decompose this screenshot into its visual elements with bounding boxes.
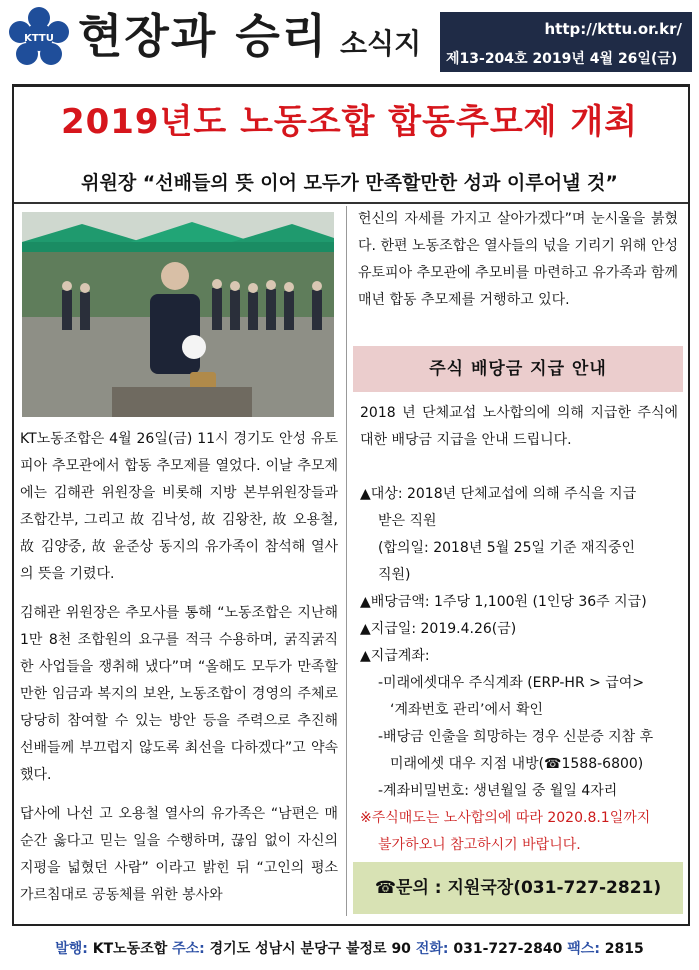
footer: [0, 938, 699, 958]
notice-line: 직원): [378, 567, 411, 583]
notice-line: ▲지급계좌:: [360, 648, 430, 664]
notice-line: 미래에셋 대우 지점 내방(☎1588-6800): [390, 756, 644, 772]
column-separator: [346, 206, 347, 916]
article-body-left: [20, 426, 338, 921]
article-body-right: 헌신의 자세를 가지고 살아가겠다”며 눈시울을 붉혔다. 한편 노동조합은 열사들의 넋을 기리기 위해 안성 유토피아 추모관에 추모비를 마련하고 유가족과 함께 매년 합동 추모제를 거행하고 있다.: [358, 211, 678, 308]
footer-publisher: KT노동조합: [92, 941, 168, 957]
memorial-photo-illustration: [22, 212, 334, 417]
notice-line: ▲지급일: 2019.4.26(금): [360, 621, 517, 637]
article-title: 2019년도 노동조합 합동추모제 개최: [60, 102, 639, 142]
issue-info: 제13-204호 2019년 4월 26일(금): [446, 51, 678, 67]
notice-warning: ※주식매도는 노사합의에 따라 2020.8.1일까지: [360, 810, 651, 826]
notice-line: (합의일: 2018년 5월 25일 기준 재직중인: [378, 540, 636, 556]
notice-intro: 2018 년 단체교섭 노사합의에 의해 지급한 주식에 대한 배당금 지급을 안내 드립니다.: [360, 405, 678, 448]
masthead-title: 현장과 승리: [78, 9, 329, 63]
article-paragraph: 김해관 위원장은 추모사를 통해 “노동조합은 지난해 1만 8천 조합원의 요구를 적극 수용하며, 굵직굵직한 사업들을 쟁취해 냈다”며 “올해도 모두가 만족할만한 임금과 복지의 보완, 노동조합이 경영의 주체로 당당히 참여할 수 있는 방안 등을 주력으로 추진해 선배들께 부끄럽지 않도록 최선을 다하겠다”고 약속했다.: [20, 605, 338, 783]
website-url[interactable]: http://kttu.or.kr/: [544, 20, 682, 38]
contact-box: ☎문의 : 지원국장(031-727-2821): [353, 862, 683, 914]
dividend-notice-body: [360, 400, 678, 859]
footer-fax: 2815: [604, 941, 644, 957]
footer-phone-label: 전화:: [415, 941, 449, 957]
notice-line: 받은 직원: [378, 513, 437, 529]
article-paragraph: 답사에 나선 고 오용철 열사의 유가족은 “남편은 매 순간 옳다고 믿는 일을 수행하며, 끊임 없이 자신의 지평을 넓혔던 사람” 이라고 밝힌 뒤 “고인의 평소 가르침대로 공동체를 위한 봉사와: [20, 806, 338, 903]
footer-address: 경기도 성남시 분당구 불정로 90: [209, 941, 411, 957]
masthead-subtitle: 소식지: [340, 27, 422, 60]
footer-address-label: 주소:: [172, 941, 205, 957]
masthead-header: [0, 0, 699, 78]
notice-line: ‘계좌번호 관리’에서 확인: [390, 702, 544, 718]
notice-line: -미래에셋대우 주식계좌 (ERP-HR > 급여>: [378, 675, 645, 691]
footer-publisher-label: 발행:: [55, 941, 88, 957]
notice-warning: 불가하오니 참고하시기 바랍니다.: [378, 837, 581, 853]
title-divider: [14, 202, 688, 204]
notice-line: ▲배당금액: 1주당 1,100원 (1인당 36주 지급): [360, 594, 647, 610]
article-paragraph: KT노동조합은 4월 26일(금) 11시 경기도 안성 유토피아 추모관에서 합동 추모제를 열었다. 이날 추모제에는 김해관 위원장을 비롯해 지방 본부위원장들과 조합간부, 그리고 故 김낙성, 故 김왕찬, 故 오용철, 故 김양중, 故 윤준상 동지의 유가족이 참석해 열사의 뜻을 기렸다.: [20, 431, 338, 582]
article-subtitle: 위원장 “선배들의 뜻 이어 모두가 만족할만한 성과 이루어낼 것”: [81, 172, 618, 194]
header-info-panel: [440, 12, 692, 72]
notice-line: -배당금 인출을 희망하는 경우 신분증 지참 후: [378, 729, 654, 745]
kttu-logo: [8, 6, 70, 68]
notice-line: -계좌비밀번호: 생년월일 중 월일 4자리: [378, 783, 618, 799]
footer-phone: 031-727-2840: [453, 941, 563, 957]
svg-text:KTTU: KTTU: [24, 33, 54, 44]
notice-line: ▲대상: 2018년 단체교섭에 의해 주식을 지급: [360, 486, 637, 502]
memorial-photo: [22, 212, 334, 417]
dividend-notice-title: 주식 배당금 지급 안내: [353, 346, 683, 392]
footer-fax-label: 팩스:: [567, 941, 600, 957]
